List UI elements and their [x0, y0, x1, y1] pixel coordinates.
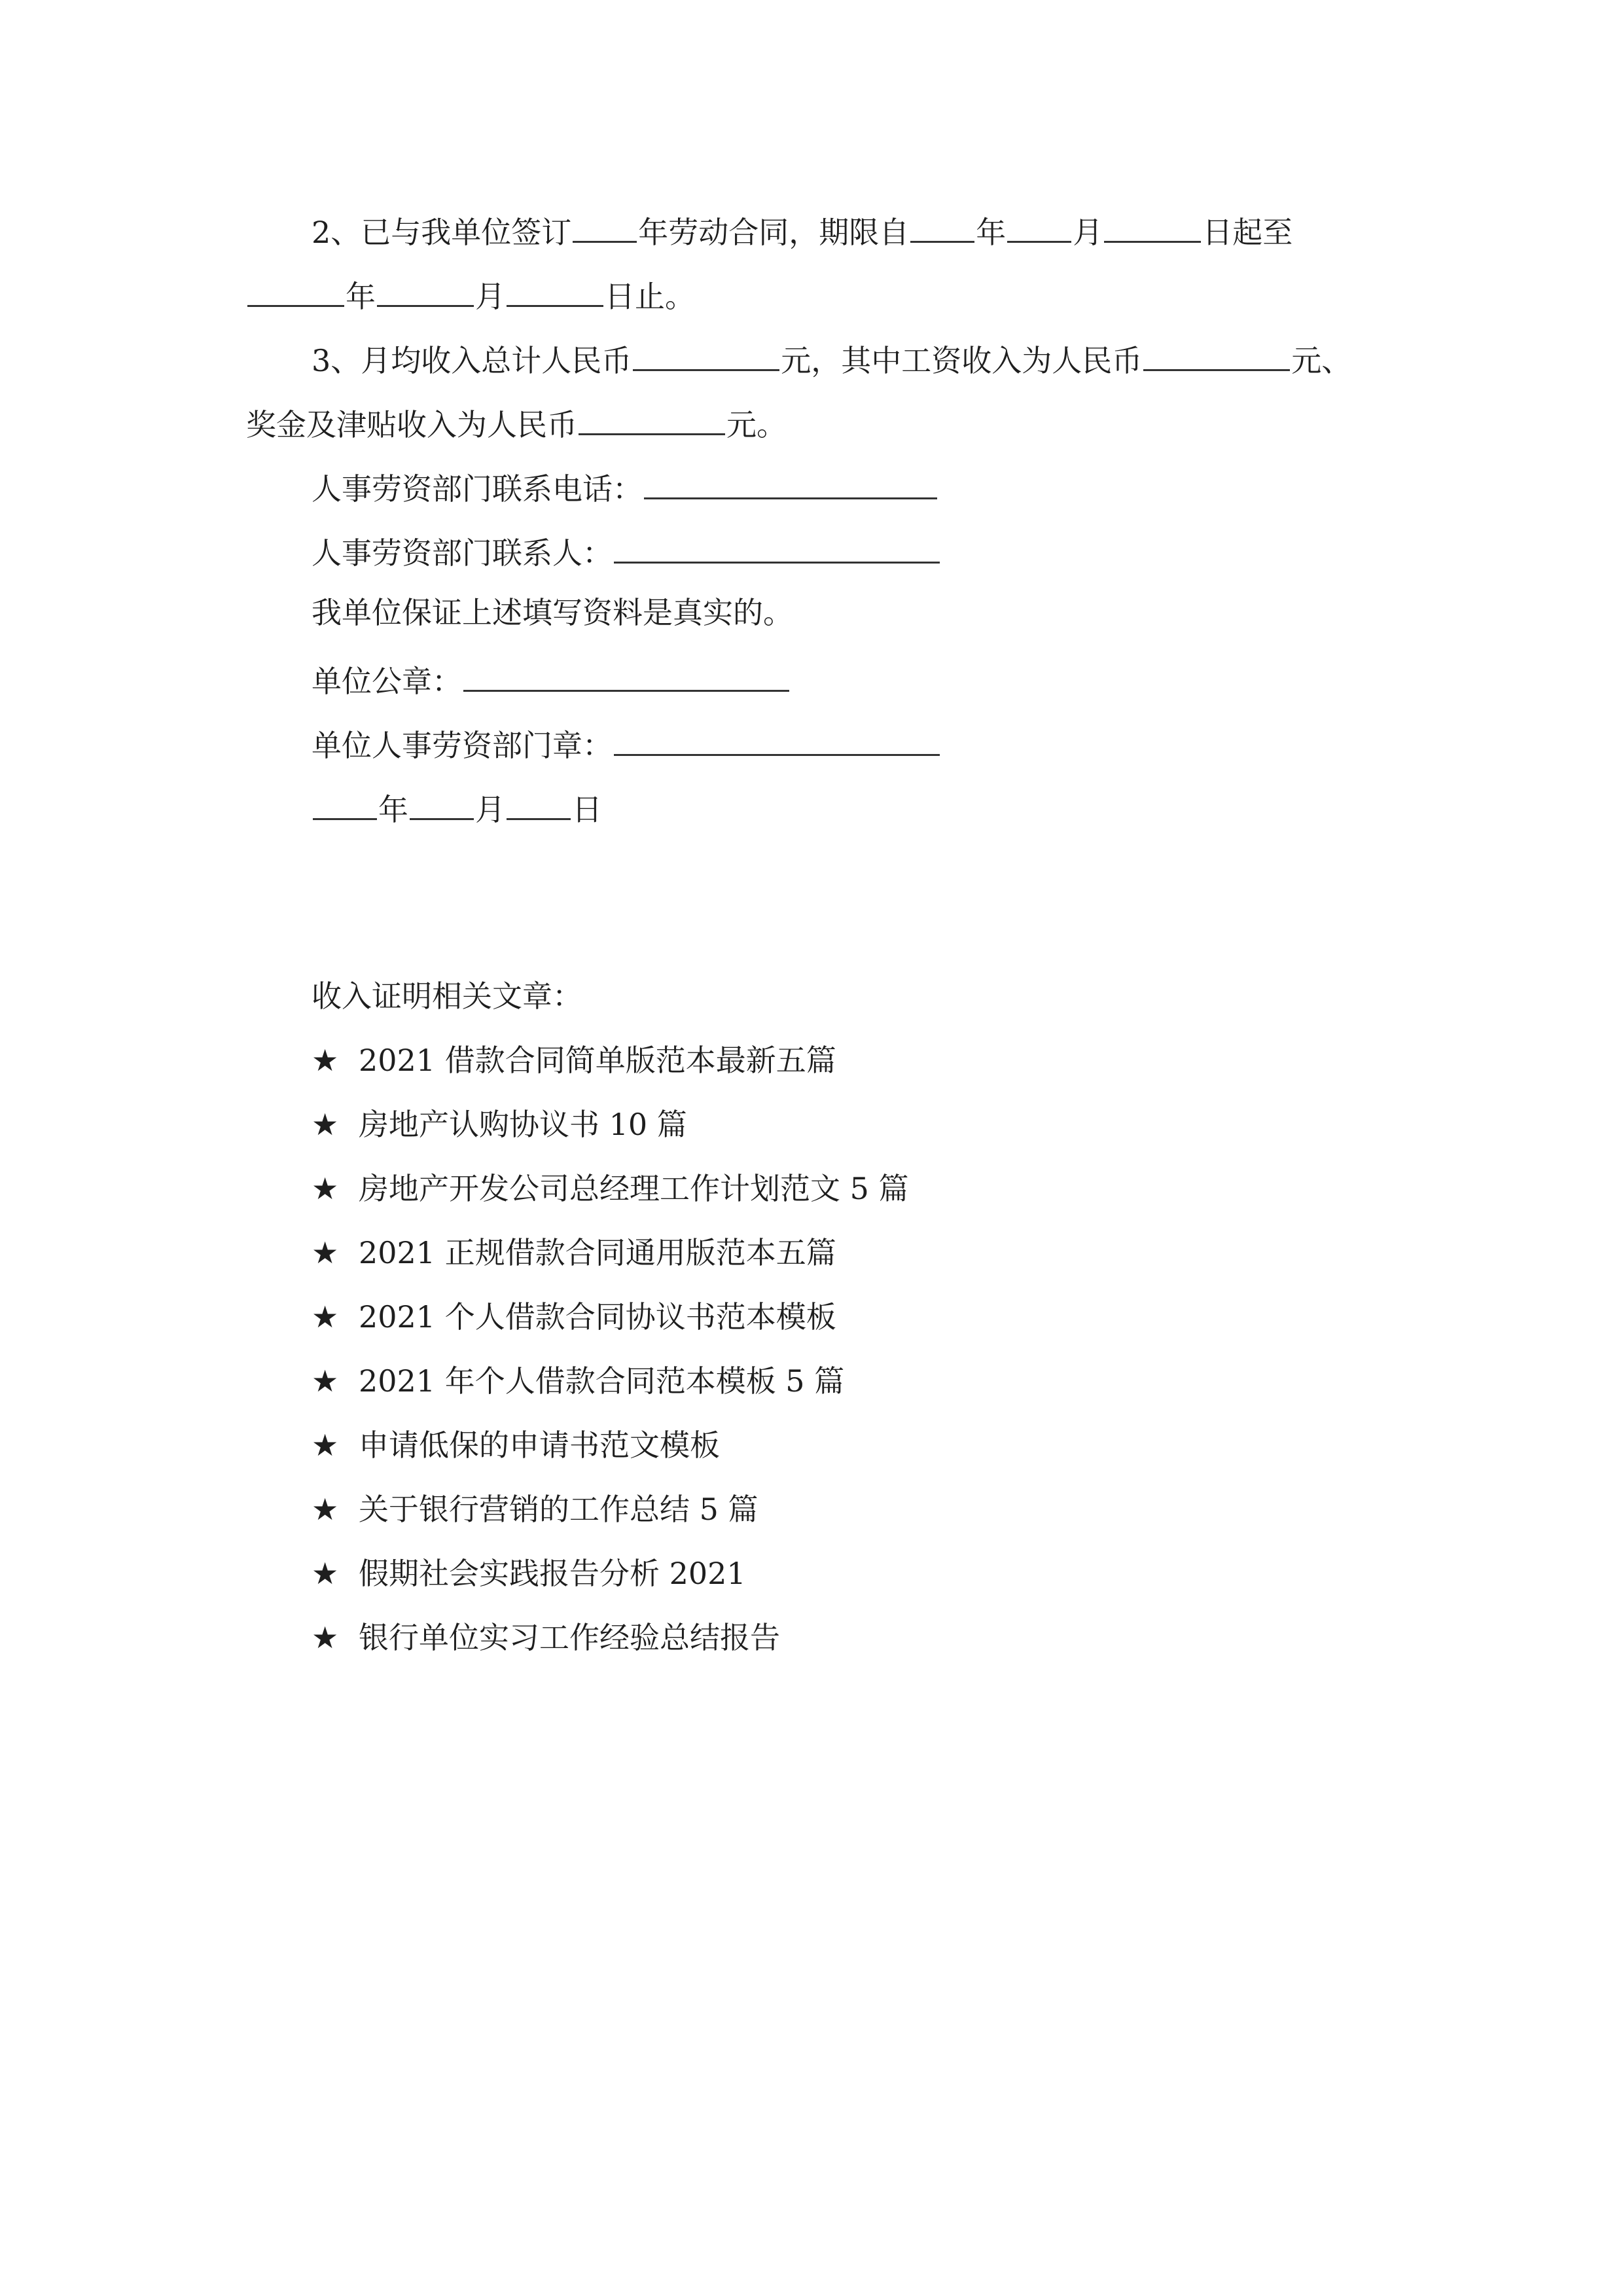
seal-label: 单位公章：: [312, 664, 462, 699]
clause-3-text: 元，其中工资收入为人民币: [781, 343, 1143, 378]
star-icon: ★: [312, 1620, 339, 1655]
related-item[interactable]: [312, 1361, 844, 1401]
related-heading-text: 收入证明相关文章：: [312, 978, 582, 1014]
related-item[interactable]: [312, 1233, 836, 1272]
guarantee-text: 我单位保证上述填写资料是真实的。: [312, 595, 793, 630]
clause-3-line-1: [312, 336, 1351, 380]
hr-contact-label: 人事劳资部门联系人：: [312, 535, 613, 571]
bonus-income-blank: [579, 401, 725, 435]
date-year-blank: [313, 785, 377, 820]
related-item-link[interactable]: 申请低保的申请书范文模板: [359, 1427, 720, 1463]
clause-2-text: 年劳动合同，期限自: [638, 215, 910, 250]
date-day-blank: [507, 785, 571, 820]
related-item[interactable]: [312, 1490, 758, 1529]
related-item-link[interactable]: 2021 年个人借款合同范本模板 5 篇: [359, 1363, 845, 1399]
clause-2-text: 日止。: [605, 279, 695, 314]
star-icon: ★: [312, 1556, 339, 1591]
hr-seal-blank: [614, 721, 940, 756]
clause-2-line-2: [246, 272, 695, 316]
related-item[interactable]: [312, 1426, 720, 1465]
start-day-blank: [1104, 208, 1201, 243]
related-item-link[interactable]: 假期社会实践报告分析 2021: [359, 1556, 746, 1591]
related-item-link[interactable]: 2021 个人借款合同协议书范本模板: [359, 1299, 836, 1335]
seal-blank: [463, 657, 789, 692]
related-item[interactable]: [312, 1297, 836, 1336]
date-month-label: 月: [475, 792, 505, 827]
related-item-link[interactable]: 关于银行营销的工作总结 5 篇: [359, 1492, 758, 1527]
hr-seal-label: 单位人事劳资部门章：: [312, 728, 613, 763]
contract-years-blank: [573, 208, 637, 243]
clause-2-text: 年: [976, 215, 1007, 250]
date-year-label: 年: [378, 792, 408, 827]
star-icon: ★: [312, 1427, 339, 1463]
star-icon: ★: [312, 1043, 339, 1078]
star-icon: ★: [312, 1235, 339, 1270]
hr-phone-blank: [644, 465, 937, 499]
end-day-blank: [507, 272, 603, 307]
clause-2-line-1: [312, 208, 1293, 252]
star-icon: ★: [312, 1492, 339, 1527]
start-year-blank: [910, 208, 974, 243]
clause-2-text: 月: [1073, 215, 1103, 250]
related-item-link[interactable]: 银行单位实习工作经验总结报告: [359, 1620, 780, 1655]
related-heading: [312, 977, 582, 1016]
clause-2-text: 2、已与我单位签订: [312, 215, 572, 250]
clause-2-text: 年: [346, 279, 376, 314]
related-item[interactable]: [312, 1169, 909, 1208]
seal-line: [312, 657, 791, 701]
date-day-label: 日: [572, 792, 602, 827]
date-month-blank: [410, 785, 474, 820]
clause-2-text: 日起至: [1202, 215, 1293, 250]
hr-contact-blank: [614, 529, 940, 564]
hr-contact-line: [312, 529, 941, 573]
star-icon: ★: [312, 1299, 339, 1335]
hr-phone-line: [312, 465, 938, 509]
clause-3-line-2: [246, 401, 787, 444]
start-month-blank: [1007, 208, 1071, 243]
related-item[interactable]: [312, 1041, 836, 1080]
star-icon: ★: [312, 1363, 339, 1399]
total-income-blank: [633, 336, 779, 371]
guarantee-line: [312, 593, 793, 632]
related-item[interactable]: [312, 1618, 780, 1657]
related-item[interactable]: [312, 1105, 687, 1144]
clause-3-text: 3、月均收入总计人民币: [312, 343, 632, 378]
star-icon: ★: [312, 1107, 339, 1142]
clause-3-text: 元。: [726, 407, 787, 442]
hr-phone-label: 人事劳资部门联系电话：: [312, 471, 643, 507]
end-month-blank: [377, 272, 474, 307]
related-item[interactable]: [312, 1554, 746, 1593]
related-item-link[interactable]: 房地产开发公司总经理工作计划范文 5 篇: [359, 1171, 909, 1206]
salary-income-blank: [1143, 336, 1290, 371]
clause-2-text: 月: [475, 279, 505, 314]
hr-seal-line: [312, 721, 941, 765]
related-item-link[interactable]: 2021 借款合同简单版范本最新五篇: [359, 1043, 836, 1078]
clause-3-text: 奖金及津贴收入为人民币: [246, 407, 577, 442]
related-item-link[interactable]: 2021 正规借款合同通用版范本五篇: [359, 1235, 836, 1270]
end-year-blank: [247, 272, 344, 307]
related-item-link[interactable]: 房地产认购协议书 10 篇: [359, 1107, 687, 1142]
date-line: [312, 785, 602, 829]
clause-3-text: 元、: [1291, 343, 1352, 378]
star-icon: ★: [312, 1171, 339, 1206]
